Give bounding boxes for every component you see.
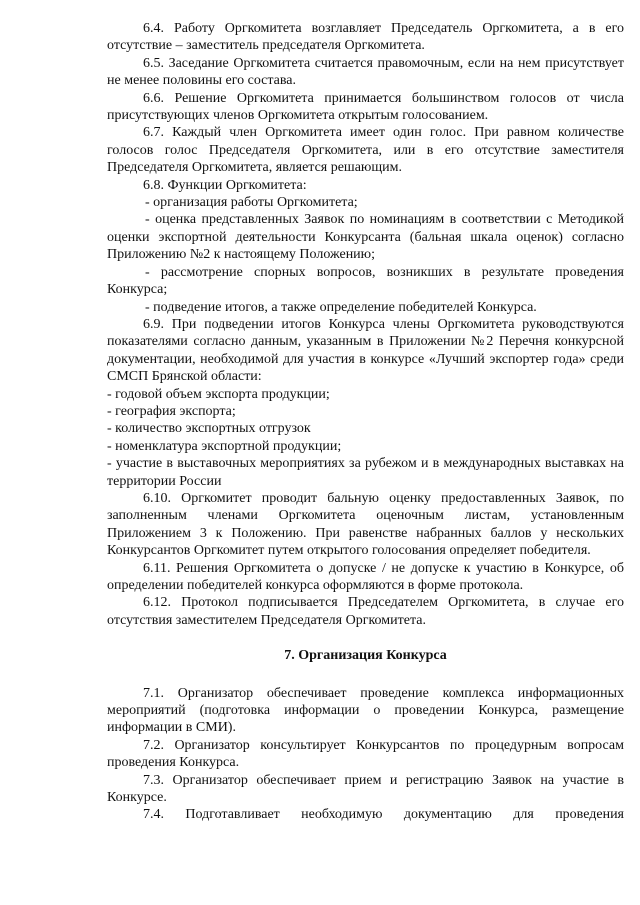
paragraph-6-6: 6.6. Решение Оргкомитета принимается большинством голосов от числа присутствующих членов Оргкомитета открытым голосованием. [107,90,624,124]
function-item: - рассмотрение спорных вопросов, возникших в результате проведения Конкурса; [107,264,624,298]
indicator-item: - количество экспортных отгрузок [107,421,311,437]
paragraph-6-10: 6.10. Оргкомитет проводит бальную оценку предоставленных Заявок, по заполненным членами Оргкомитета оценочным листам, установленным Приложением 3 к Положению. При равенстве набранных баллов у нескольких Конкурсантов Оргкомитет путем открытого голосования определяет победителя. [107,490,624,559]
paragraph-6-4: 6.4. Работу Оргкомитета возглавляет Председатель Оргкомитета, а в его отсутствие – заместитель председателя Оргкомитета. [107,21,624,54]
paragraph-6-5: 6.5. Заседание Оргкомитета считается правомочным, если на нем присутствует не менее половины его состава. [107,55,624,89]
paragraph-6-11: 6.11. Решения Оргкомитета о допуске / не допуске к участию в Конкурсе, об определении победителей конкурса оформляются в форме протокола. [107,560,624,593]
section-7-heading: 7. Организация Конкурса [284,648,447,664]
paragraph-7-1: 7.1. Организатор обеспечивает проведение комплекса информационных мероприятий (подготовка информации о проведении Конкурса, размещение информации в СМИ). [107,685,624,736]
paragraph-6-9: 6.9. При подведении итогов Конкурса члены Оргкомитета руководствуются показателями согласно данным, указанным в Приложении №2 Перечня конкурсной документации, необходимой для участия в конкурсе «Лучший экспортер года» среди СМСП Брянской области: [107,316,624,385]
paragraph-6-7: 6.7. Каждый член Оргкомитета имеет один голос. При равном количестве голосов голос Председателя Оргкомитета, или в его отсутствие заместителя Председателя Оргкомитета, является решающим. [107,125,624,176]
paragraph-7-2: 7.2. Организатор консультирует Конкурсантов по процедурным вопросам проведения Конкурса. [107,737,624,771]
paragraph-7-3: 7.3. Организатор обеспечивает прием и регистрацию Заявок на участие в Конкурсе. [107,772,624,806]
paragraph-6-12: 6.12. Протокол подписывается Председателем Оргкомитета, в случае его отсутствия заместителем Председателя Оргкомитета. [107,595,624,628]
function-item: - подведение итогов, а также определение победителей Конкурса. [145,299,537,315]
function-item: - оценка представленных Заявок по номинациям в соответствии с Методикой оценки экспортной деятельности Конкурсанта (бальная шкала оценок) согласно Приложению №2 к настоящему Положению; [107,212,624,263]
paragraph-6-8: 6.8. Функции Оргкомитета: [143,177,307,193]
function-item: - организация работы Оргкомитета; [145,195,358,211]
document-page [107,20,624,824]
indicator-item: - участие в выставочных мероприятиях за рубежом и в международных выставках на территории России [107,456,624,489]
indicator-item: - география экспорта; [107,403,236,419]
paragraph-7-4: 7.4. Подготавливает необходимую документацию для проведения [143,807,624,823]
indicator-item: - годовой объем экспорта продукции; [107,386,330,402]
indicator-item: - номенклатура экспортной продукции; [107,438,342,454]
